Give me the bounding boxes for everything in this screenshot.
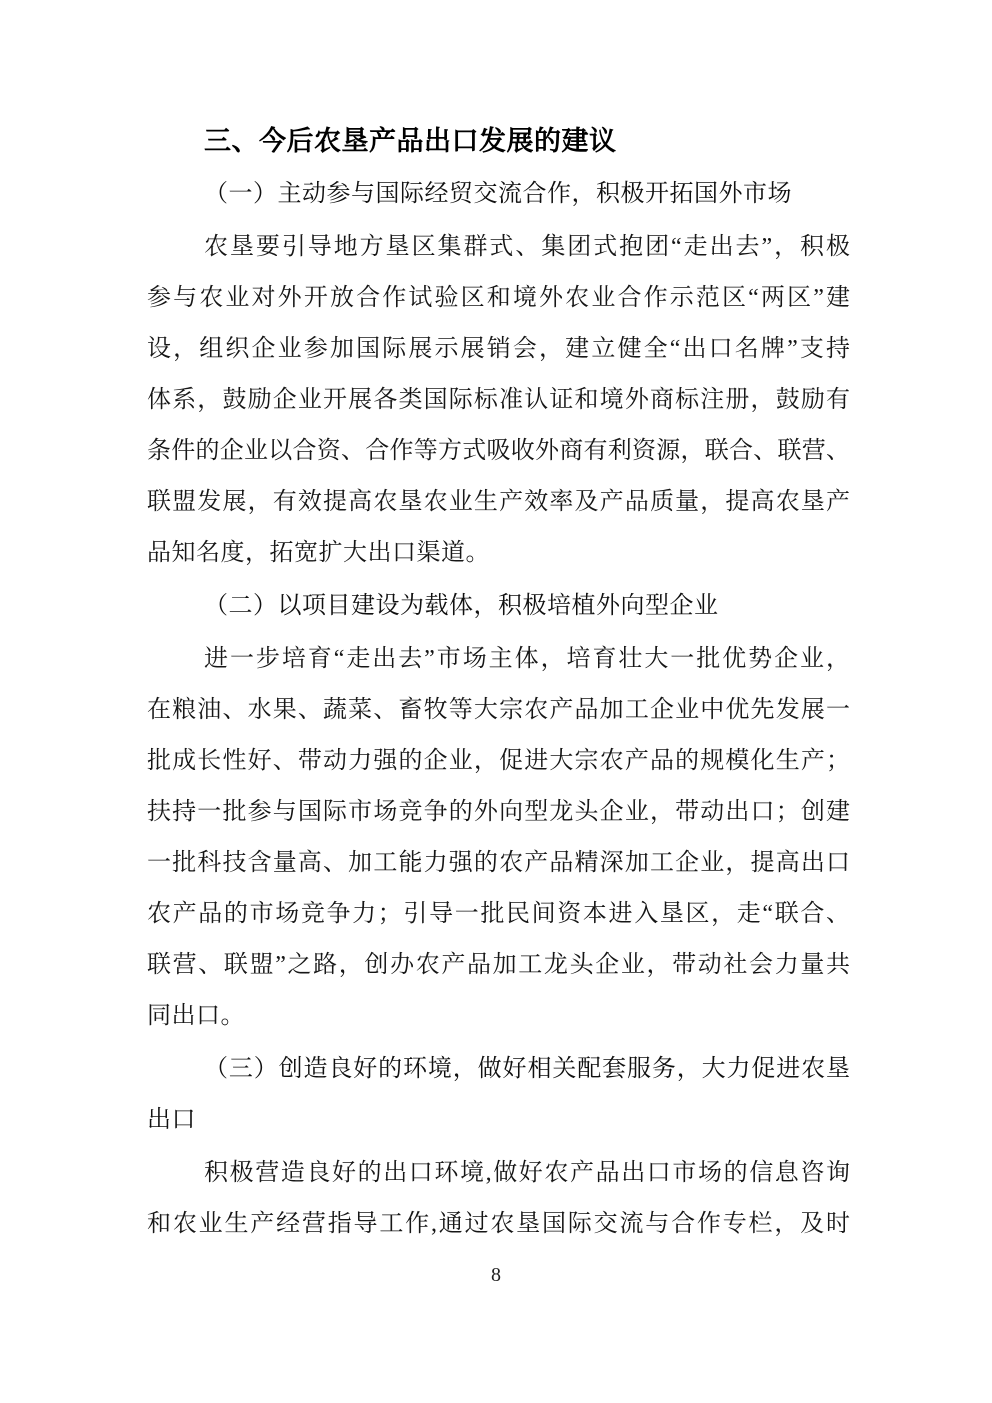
- text-line: 品知名度，拓宽扩大出口渠道。: [147, 540, 490, 566]
- text-line: 条件的企业以合资、合作等方式吸收外商有利资源，联合、联营、: [147, 438, 850, 464]
- text-line: 一批科技含量高、加工能力强的农产品精深加工企业，提高出口: [147, 850, 850, 876]
- subsection-heading: [147, 1044, 850, 1146]
- text-line: 在粮油、水果、蔬菜、畜牧等大宗农产品加工企业中优先发展一: [147, 697, 850, 723]
- text-line: 扶持一批参与国际市场竞争的外向型龙头企业，带动出口；创建: [147, 799, 850, 825]
- text-line: 和农业生产经营指导工作,通过农垦国际交流与合作专栏，及时: [147, 1211, 850, 1237]
- text-line: 参与农业对外开放合作试验区和境外农业合作示范区“两区”建: [147, 285, 850, 311]
- text-line: 批成长性好、带动力强的企业，促进大宗农产品的规模化生产；: [147, 748, 850, 774]
- text-line: 积极营造良好的出口环境,做好农产品出口市场的信息咨询: [204, 1160, 850, 1186]
- paragraph: [147, 222, 850, 579]
- text-line: 设，组织企业参加国际展示展销会，建立健全“出口名牌”支持: [147, 336, 850, 362]
- section-heading: [147, 116, 850, 167]
- text-line: 农垦要引导地方垦区集群式、集团式抱团“走出去”，积极: [204, 234, 850, 260]
- text-line: 体系，鼓励企业开展各类国际标准认证和境外商标注册，鼓励有: [147, 387, 850, 413]
- text-line: （三）创造良好的环境，做好相关配套服务，大力促进农垦: [204, 1056, 850, 1082]
- text-line: 出口: [147, 1107, 196, 1133]
- document-content: [147, 116, 850, 1250]
- page-number: 8: [491, 1264, 501, 1286]
- text-line: 农产品的市场竞争力；引导一批民间资本进入垦区，走“联合、: [147, 901, 850, 927]
- paragraph: [147, 634, 850, 1042]
- paragraph: [147, 1148, 850, 1250]
- text-line: （一）主动参与国际经贸交流合作，积极开拓国外市场: [204, 181, 792, 207]
- subsection-heading: [147, 581, 850, 632]
- text-line: （二）以项目建设为载体，积极培植外向型企业: [204, 593, 719, 619]
- text-line: 联盟发展，有效提高农垦农业生产效率及产品质量，提高农垦产: [147, 489, 850, 515]
- text-line: 三、今后农垦产品出口发展的建议: [204, 126, 617, 156]
- subsection-heading: [147, 169, 850, 220]
- text-line: 联营、联盟”之路，创办农产品加工龙头企业，带动社会力量共: [147, 952, 850, 978]
- text-line: 进一步培育“走出去”市场主体，培育壮大一批优势企业，: [204, 646, 850, 672]
- text-line: 同出口。: [147, 1003, 245, 1029]
